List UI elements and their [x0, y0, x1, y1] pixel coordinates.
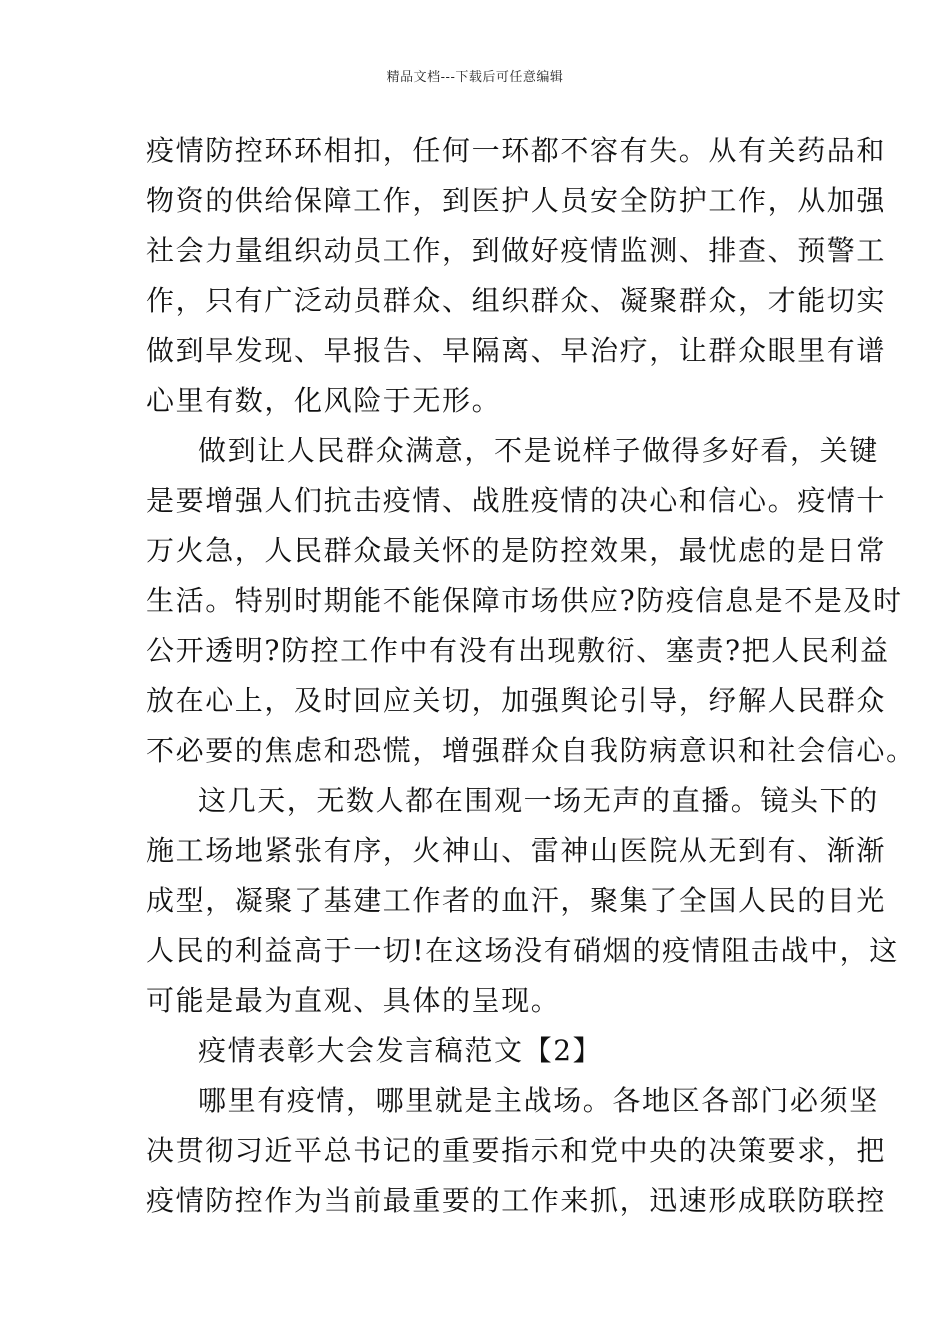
- text-line: 不必要的焦虑和恐慌，增强群众自我防病意识和社会信心。: [146, 734, 916, 767]
- page-header: 精品文档---下载后可任意编辑: [386, 70, 564, 85]
- paragraph-first-line: 这几天，无数人都在围观一场无声的直播。镜头下的: [198, 784, 879, 817]
- text-line: 社会力量组织动员工作，到做好疫情监测、排查、预警工: [146, 234, 887, 267]
- section-heading: 疫情表彰大会发言稿范文【2】: [198, 1034, 603, 1067]
- text-line: 疫情防控作为当前最重要的工作来抓，迅速形成联防联控: [146, 1184, 887, 1217]
- text-line: 放在心上，及时回应关切，加强舆论引导，纾解人民群众: [146, 684, 887, 717]
- text-line: 作，只有广泛动员群众、组织群众、凝聚群众，才能切实: [146, 284, 887, 317]
- paragraph-first-line: 做到让人民群众满意，不是说样子做得多好看，关键: [198, 434, 879, 467]
- text-line: 心里有数，化风险于无形。: [146, 384, 502, 417]
- text-line: 是要增强人们抗击疫情、战胜疫情的决心和信心。疫情十: [146, 484, 887, 517]
- text-line: 决贯彻习近平总书记的重要指示和党中央的决策要求，把: [146, 1134, 887, 1167]
- text-line: 成型，凝聚了基建工作者的血汗，聚集了全国人民的目光: [146, 884, 887, 917]
- text-line: 万火急，人民群众最关怀的是防控效果，最忧虑的是日常: [146, 534, 887, 567]
- text-line: 生活。特别时期能不能保障市场供应?防疫信息是不是及时: [146, 584, 903, 617]
- text-line: 疫情防控环环相扣，任何一环都不容有失。从有关药品和: [146, 134, 887, 167]
- text-line: 可能是最为直观、具体的呈现。: [146, 984, 561, 1017]
- text-line: 施工场地紧张有序，火神山、雷神山医院从无到有、渐渐: [146, 834, 887, 867]
- text-line: 公开透明?防控工作中有没有出现敷衍、塞责?把人民利益: [146, 634, 890, 667]
- text-line: 物资的供给保障工作，到医护人员安全防护工作，从加强: [146, 184, 887, 217]
- text-line: 人民的利益高于一切!在这场没有硝烟的疫情阻击战中，这: [146, 934, 899, 967]
- paragraph-first-line: 哪里有疫情，哪里就是主战场。各地区各部门必须坚: [198, 1084, 879, 1117]
- text-line: 做到早发现、早报告、早隔离、早治疗，让群众眼里有谱: [146, 334, 887, 367]
